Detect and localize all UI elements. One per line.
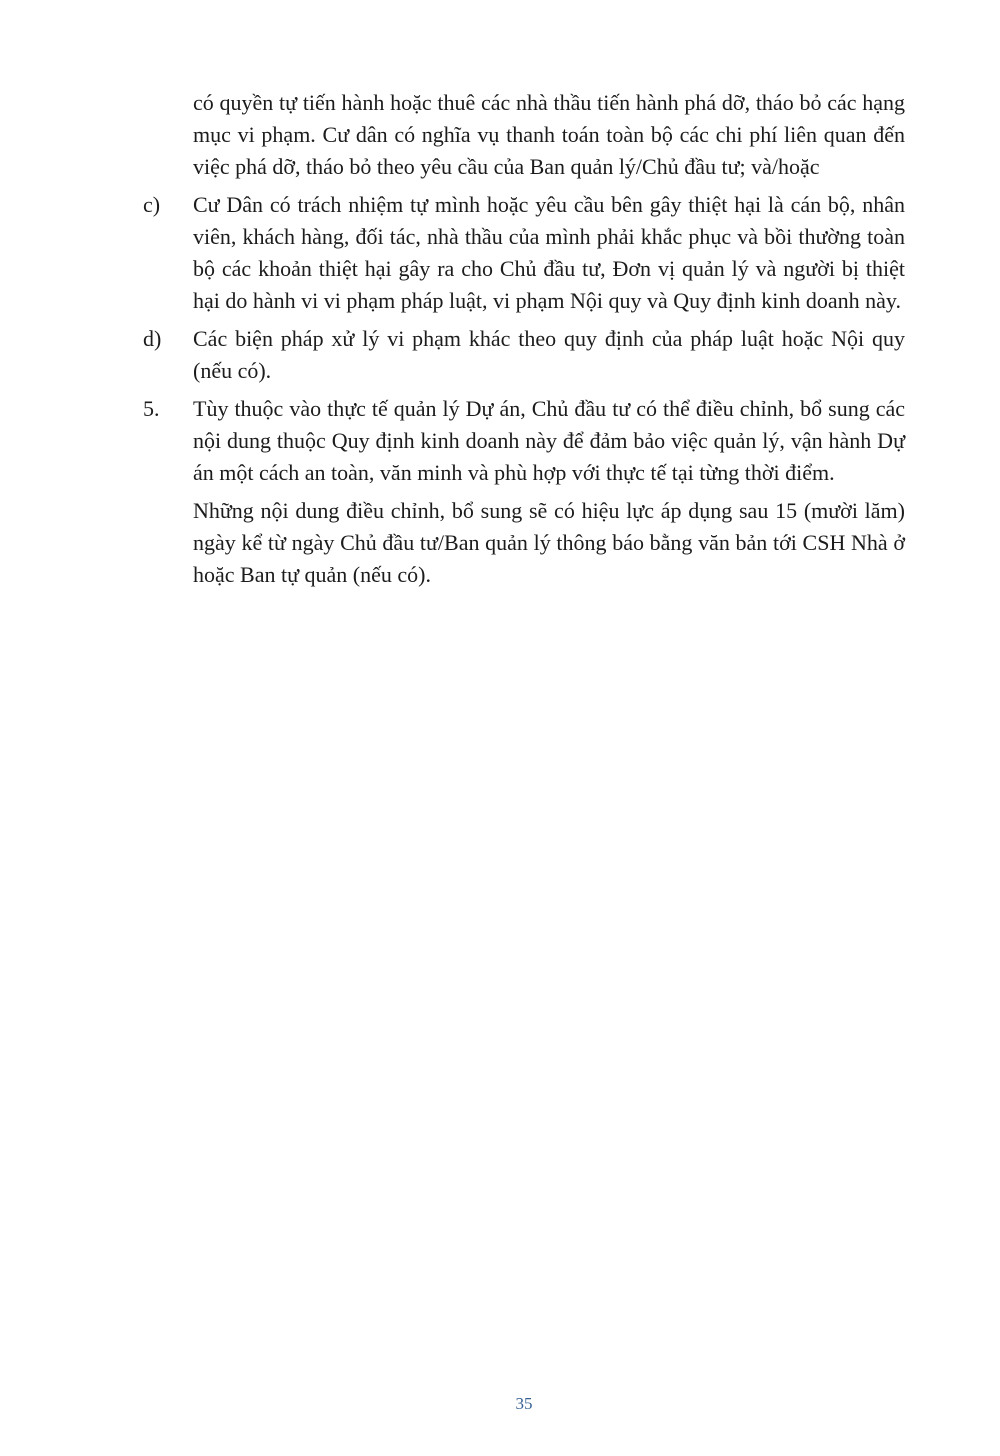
list-item-d-text: Các biện pháp xử lý vi phạm khác theo quy định của pháp luật hoặc Nội quy (nếu có). bbox=[193, 326, 905, 383]
page-footer bbox=[143, 1393, 905, 1415]
paragraph-closing: Những nội dung điều chỉnh, bổ sung sẽ có hiệu lực áp dụng sau 15 (mười lăm) ngày kể từ ngày Chủ đầu tư/Ban quản lý thông báo bằng văn bản tới CSH Nhà ở hoặc Ban tự quản (nếu có). bbox=[193, 498, 905, 587]
list-item-d bbox=[143, 323, 905, 387]
list-item-d-label: d) bbox=[143, 326, 162, 351]
list-item-c-text: Cư Dân có trách nhiệm tự mình hoặc yêu cầu bên gây thiệt hại là cán bộ, nhân viên, khách hàng, đối tác, nhà thầu của mình phải khắc phục và bồi thường toàn bộ các khoản thiệt hại gây ra cho Chủ đầu tư, Đơn vị quản lý và người bị thiệt hại do hành vi vi phạm pháp luật, vi phạm Nội quy và Quy định kinh doanh này. bbox=[193, 192, 905, 313]
paragraph-continuation: có quyền tự tiến hành hoặc thuê các nhà thầu tiến hành phá dỡ, tháo bỏ các hạng mục vi phạm. Cư dân có nghĩa vụ thanh toán toàn bộ các chi phí liên quan đến việc phá dỡ, tháo bỏ theo yêu cầu của Ban quản lý/Chủ đầu tư; và/hoặc bbox=[193, 90, 905, 179]
list-item-c bbox=[143, 189, 905, 317]
list-item-5-label: 5. bbox=[143, 396, 160, 421]
list-item-5-text: Tùy thuộc vào thực tế quản lý Dự án, Chủ đầu tư có thể điều chỉnh, bổ sung các nội dung thuộc Quy định kinh doanh này để đảm bảo việc quản lý, vận hành Dự án một cách an toàn, văn minh và phù hợp với thực tế tại từng thời điểm. bbox=[193, 396, 905, 485]
list-item-c-label: c) bbox=[143, 192, 161, 217]
page-number: 35 bbox=[515, 1394, 533, 1413]
document-body bbox=[143, 87, 905, 597]
list-item-5 bbox=[143, 393, 905, 489]
